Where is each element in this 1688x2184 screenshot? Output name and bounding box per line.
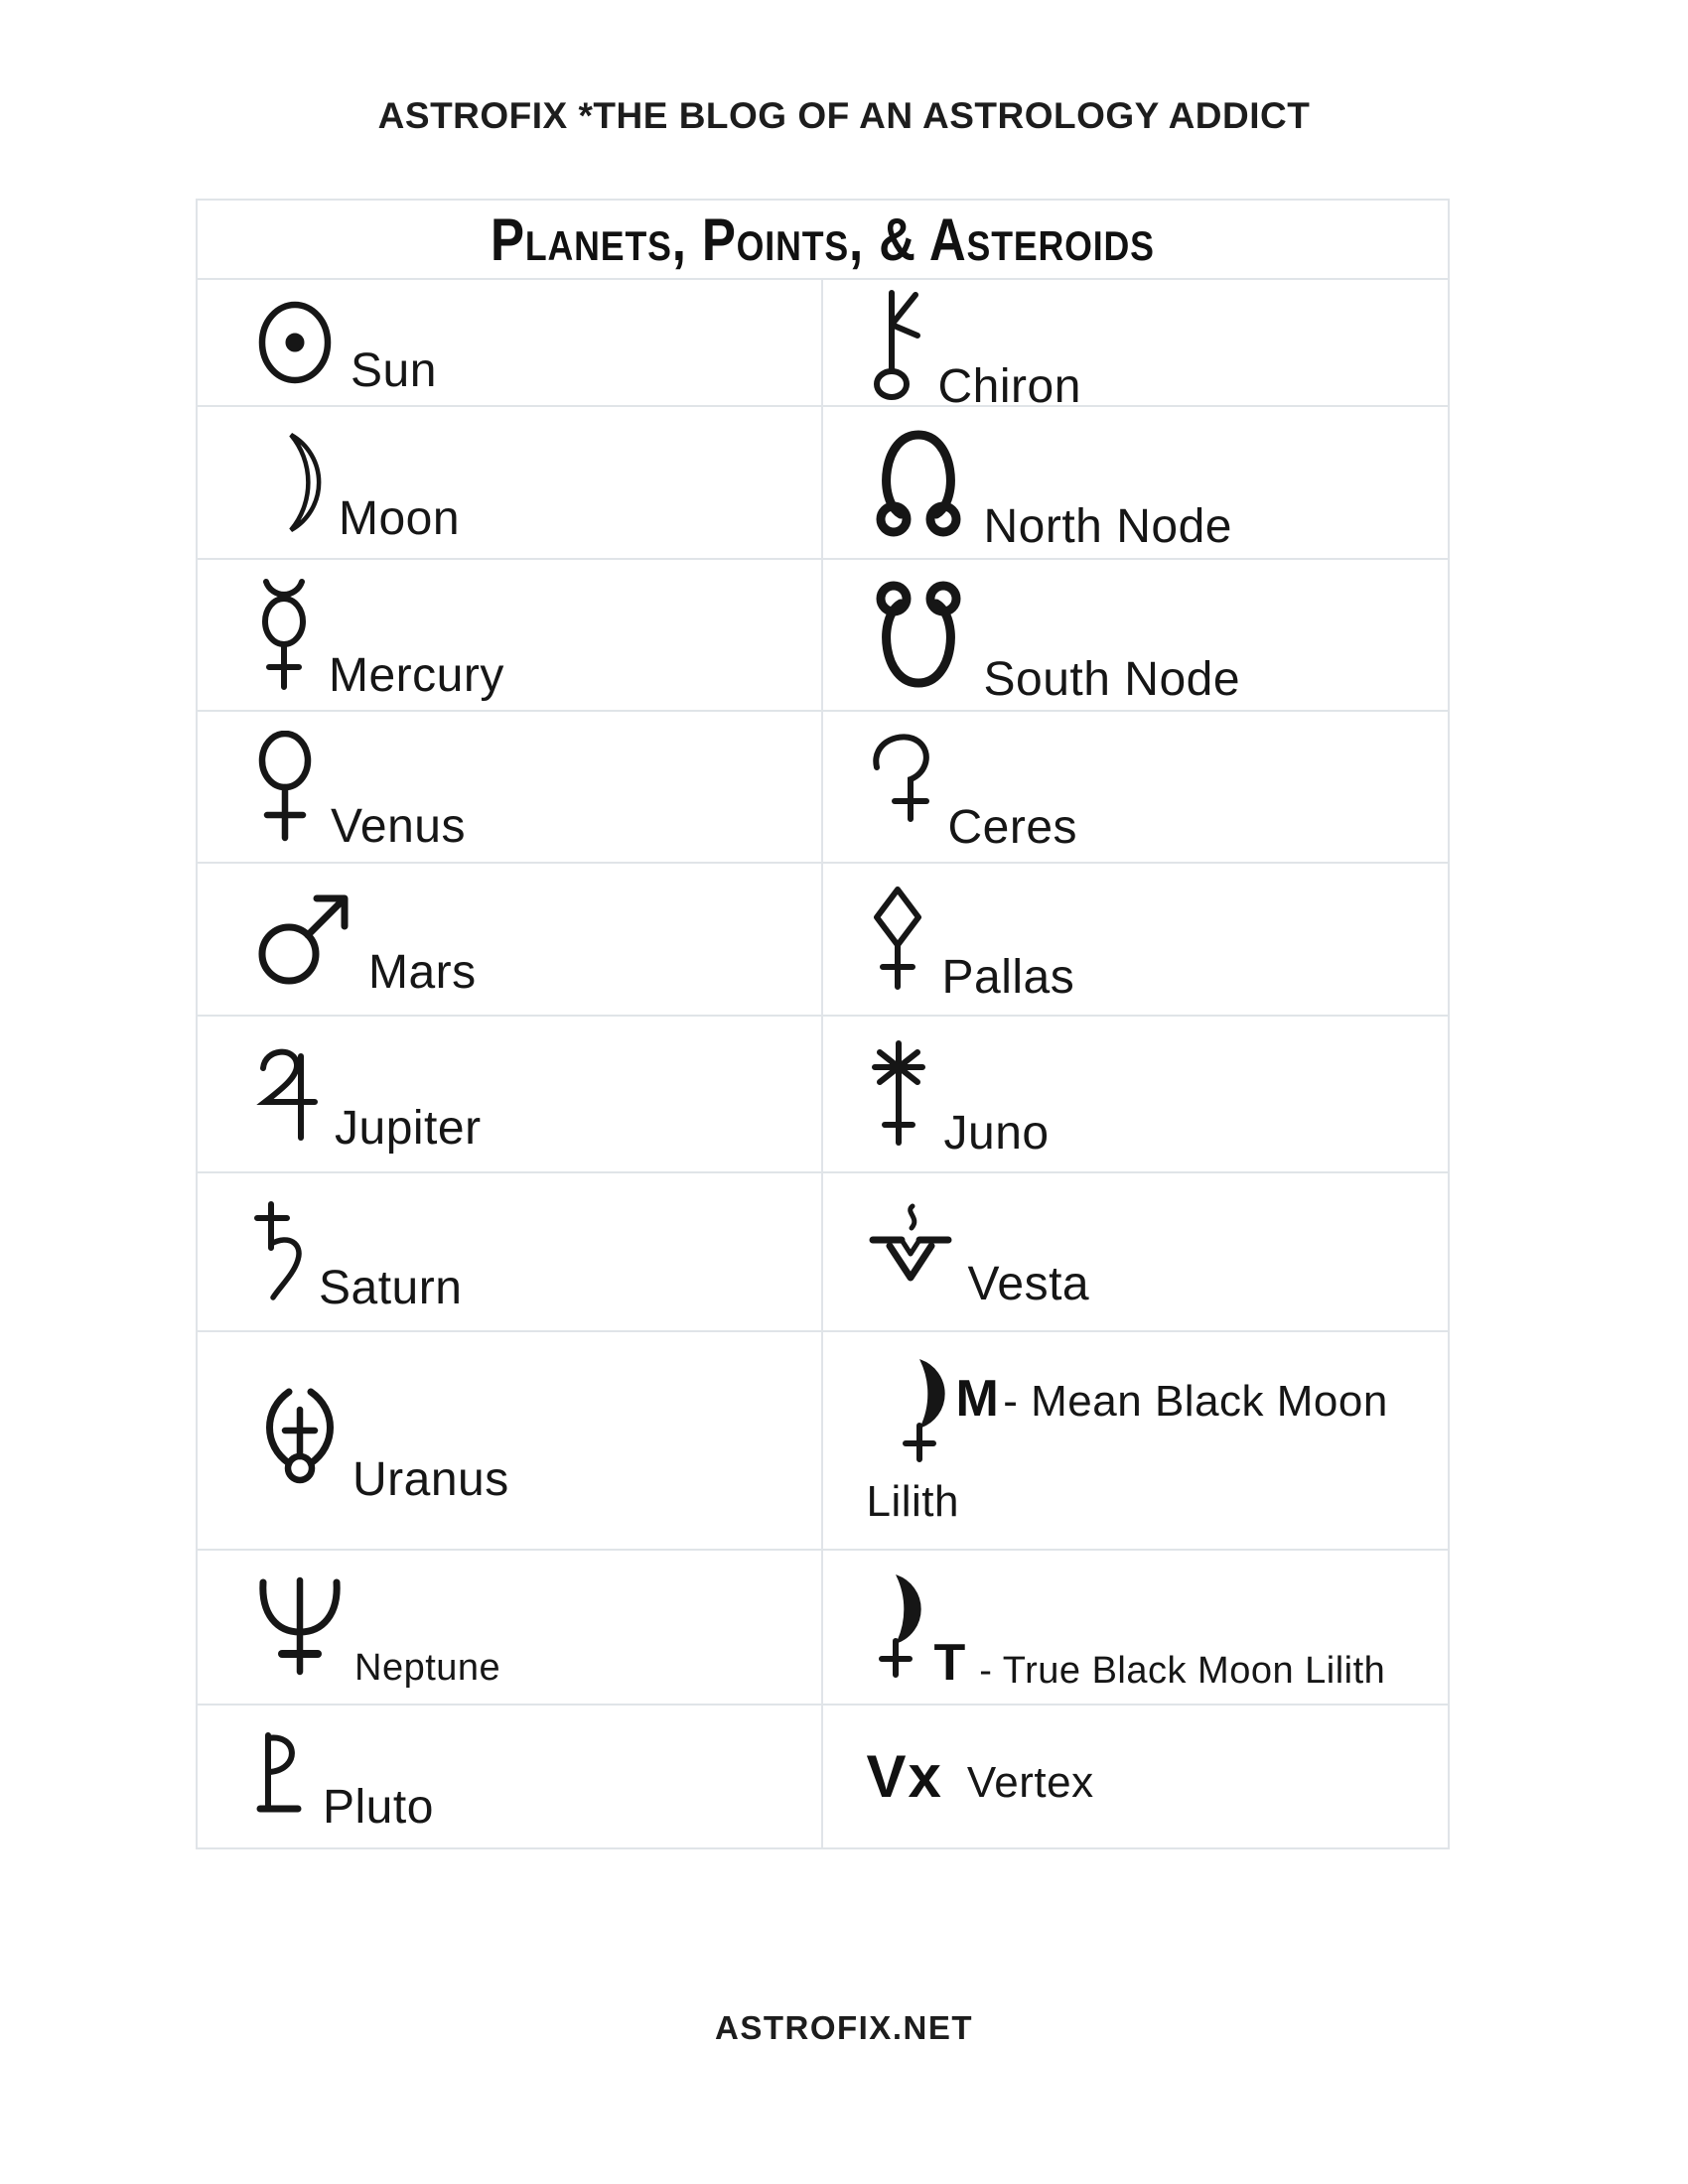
cell-vertex (823, 1706, 1449, 1847)
cell-mercury (198, 560, 823, 710)
table-row (198, 1704, 1448, 1847)
symbol-label: Pluto (323, 1780, 434, 1834)
black-moon-lilith-symbol-icon (867, 1571, 922, 1683)
cell-mean-black-moon-lilith (823, 1332, 1449, 1549)
cell-chiron (823, 280, 1449, 413)
cell-venus (198, 712, 823, 862)
lilith-type-letter: T (933, 1634, 966, 1692)
vertex-symbol-text: Vx (866, 1743, 943, 1810)
table-row (198, 405, 1448, 558)
table-row (198, 710, 1448, 862)
pluto-symbol-icon (253, 1729, 309, 1825)
symbol-label: Pallas (941, 951, 1075, 1004)
symbol-label: Vesta (967, 1258, 1090, 1310)
symbol-label: Mercury (329, 648, 504, 702)
symbol-label: North Node (983, 500, 1232, 553)
symbol-label: - True Black Moon Lilith (979, 1650, 1386, 1692)
symbol-label: Mars (368, 946, 477, 999)
symbol-label: Jupiter (335, 1102, 482, 1155)
symbol-label: - Mean Black Moon Lilith (866, 1377, 1388, 1526)
cell-south-node (823, 560, 1449, 710)
cell-ceres (823, 712, 1449, 862)
cell-mars (198, 864, 823, 1015)
moon-symbol-icon (253, 429, 325, 536)
cell-vesta (823, 1173, 1449, 1330)
table-row (198, 1015, 1448, 1171)
table-title-row (198, 201, 1448, 278)
site-url: ASTROFIX.NET (714, 2009, 973, 2046)
table-row (198, 1171, 1448, 1330)
south-node-symbol-icon (867, 574, 970, 697)
cell-pluto (198, 1706, 823, 1847)
uranus-symbol-icon (253, 1384, 347, 1497)
venus-symbol-icon (253, 731, 317, 844)
table-row (198, 558, 1448, 710)
saturn-symbol-icon (253, 1198, 309, 1305)
table-row (198, 1330, 1448, 1549)
cell-sun (198, 280, 823, 405)
table-title: Planets, Points, & Asteroids (491, 205, 1155, 273)
lilith-type-letter: M (955, 1370, 999, 1429)
symbol-label: Chiron (937, 360, 1081, 413)
juno-symbol-icon (867, 1037, 930, 1151)
cell-saturn (198, 1173, 823, 1330)
north-node-symbol-icon (867, 421, 970, 544)
table-row (198, 278, 1448, 413)
neptune-symbol-icon (253, 1574, 347, 1680)
cell-juno (823, 1017, 1449, 1171)
symbol-label: Juno (943, 1107, 1050, 1160)
cell-uranus (198, 1332, 823, 1549)
mercury-symbol-icon (253, 578, 315, 693)
cell-pallas (823, 864, 1449, 1015)
symbol-label: Ceres (947, 800, 1078, 854)
chiron-symbol-icon (867, 281, 932, 404)
symbol-label: Venus (331, 799, 466, 853)
symbol-label: Saturn (319, 1262, 463, 1314)
sun-symbol-icon (253, 297, 337, 388)
mars-symbol-icon (253, 888, 354, 990)
symbols-table (196, 199, 1450, 1849)
symbol-label: Vertex (966, 1758, 1094, 1807)
symbol-label: South Node (983, 652, 1241, 706)
cell-true-black-moon-lilith (823, 1551, 1449, 1704)
vesta-symbol-icon (867, 1202, 954, 1301)
symbol-label: Neptune (354, 1647, 501, 1689)
cell-moon (198, 407, 823, 558)
symbol-label: Uranus (352, 1453, 509, 1506)
ceres-symbol-icon (867, 730, 934, 845)
black-moon-lilith-symbol-icon (891, 1356, 946, 1467)
blog-header-title: ASTROFIX *THE BLOG OF AN ASTROLOGY ADDICT (377, 95, 1311, 136)
table-row (198, 1549, 1448, 1704)
cell-north-node (823, 407, 1449, 558)
symbol-label: Moon (339, 492, 461, 545)
cell-neptune (198, 1551, 823, 1704)
table-row (198, 862, 1448, 1015)
jupiter-symbol-icon (253, 1042, 327, 1146)
cell-jupiter (198, 1017, 823, 1171)
pallas-symbol-icon (867, 884, 928, 995)
symbol-label: Sun (351, 344, 437, 397)
